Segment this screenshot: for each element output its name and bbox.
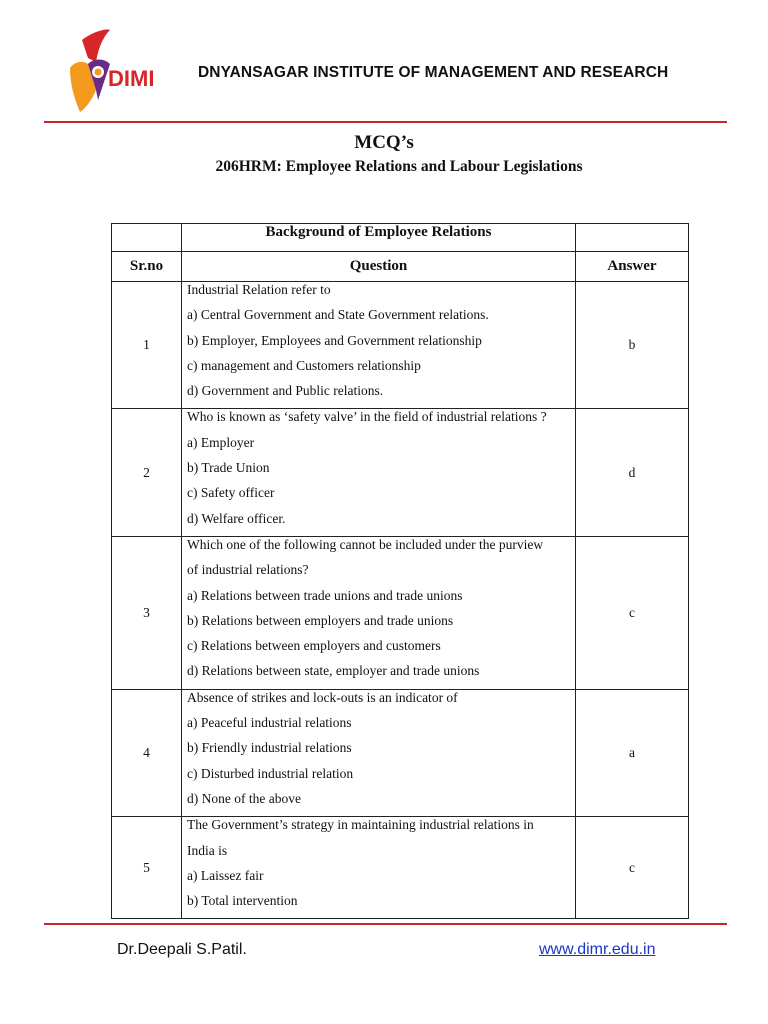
row-question (182, 282, 576, 409)
question-option: b) Employer, Employees and Government relationship (187, 332, 482, 348)
table-row (112, 409, 689, 536)
section-title: Background of Employee Relations (182, 224, 576, 252)
question-option: b) Trade Union (187, 460, 270, 476)
row-srno: 5 (112, 817, 182, 919)
row-srno: 4 (112, 689, 182, 816)
question-option: a) Relations between trade unions and trade unions (187, 587, 463, 603)
question-option: b) Total intervention (187, 893, 298, 909)
question-line: Who is known as ‘safety valve’ in the field of industrial relations ? (187, 409, 547, 425)
question-option: d) None of the above (187, 790, 301, 806)
question-option: b) Friendly industrial relations (187, 740, 352, 756)
column-header-question: Question (182, 252, 576, 282)
row-srno: 1 (112, 282, 182, 409)
header-divider (44, 121, 727, 123)
institute-name: DNYANSAGAR INSTITUTE OF MANAGEMENT AND RESEARCH (198, 64, 669, 81)
question-option: d) Government and Public relations. (187, 383, 384, 399)
question-option: d) Welfare officer. (187, 510, 286, 526)
table-row (112, 689, 689, 816)
table-row (112, 536, 689, 689)
row-answer: b (576, 282, 689, 409)
institute-logo (62, 28, 172, 120)
column-header-srno: Sr.no (112, 252, 182, 282)
section-title-spacer-right (576, 224, 689, 252)
row-answer: c (576, 817, 689, 919)
row-question (182, 409, 576, 536)
question-line: Which one of the following cannot be included under the purview (187, 536, 544, 552)
question-option: b) Relations between employers and trade unions (187, 612, 454, 628)
website-link[interactable]: www.dimr.edu.in (539, 941, 656, 958)
question-option: a) Peaceful industrial relations (187, 715, 352, 731)
table-row (112, 817, 689, 919)
question-option: a) Laissez fair (187, 867, 264, 883)
table-row (112, 282, 689, 409)
document-title: MCQ’s (354, 132, 414, 153)
question-line: of industrial relations? (187, 562, 309, 578)
svg-text:DIMI: DIMI (108, 66, 155, 91)
column-header-answer: Answer (576, 252, 689, 282)
question-option: a) Central Government and State Government relations. (187, 307, 489, 323)
question-option: d) Relations between state, employer and trade unions (187, 663, 480, 679)
section-title-row (112, 224, 689, 252)
question-line: The Government’s strategy in maintaining industrial relations in (187, 817, 534, 833)
question-option: c) Safety officer (187, 485, 275, 501)
row-question (182, 536, 576, 689)
row-answer: c (576, 536, 689, 689)
footer-divider (44, 923, 727, 925)
question-option: c) Relations between employers and customers (187, 638, 441, 654)
mcq-table (111, 223, 689, 919)
row-srno: 2 (112, 409, 182, 536)
question-line: Absence of strikes and lock-outs is an indicator of (187, 689, 458, 705)
row-answer: d (576, 409, 689, 536)
row-question (182, 817, 576, 919)
question-line: India is (187, 842, 228, 858)
question-option: c) management and Customers relationship (187, 357, 421, 373)
row-srno: 3 (112, 536, 182, 689)
document-subtitle: 206HRM: Employee Relations and Labour Legislations (215, 158, 583, 175)
author-name: Dr.Deepali S.Patil. (117, 941, 247, 958)
row-answer: a (576, 689, 689, 816)
question-option: a) Employer (187, 434, 255, 450)
question-option: c) Disturbed industrial relation (187, 765, 354, 781)
row-question (182, 689, 576, 816)
question-line: Industrial Relation refer to (187, 282, 331, 297)
table-header-row (112, 252, 689, 282)
section-title-spacer-left (112, 224, 182, 252)
